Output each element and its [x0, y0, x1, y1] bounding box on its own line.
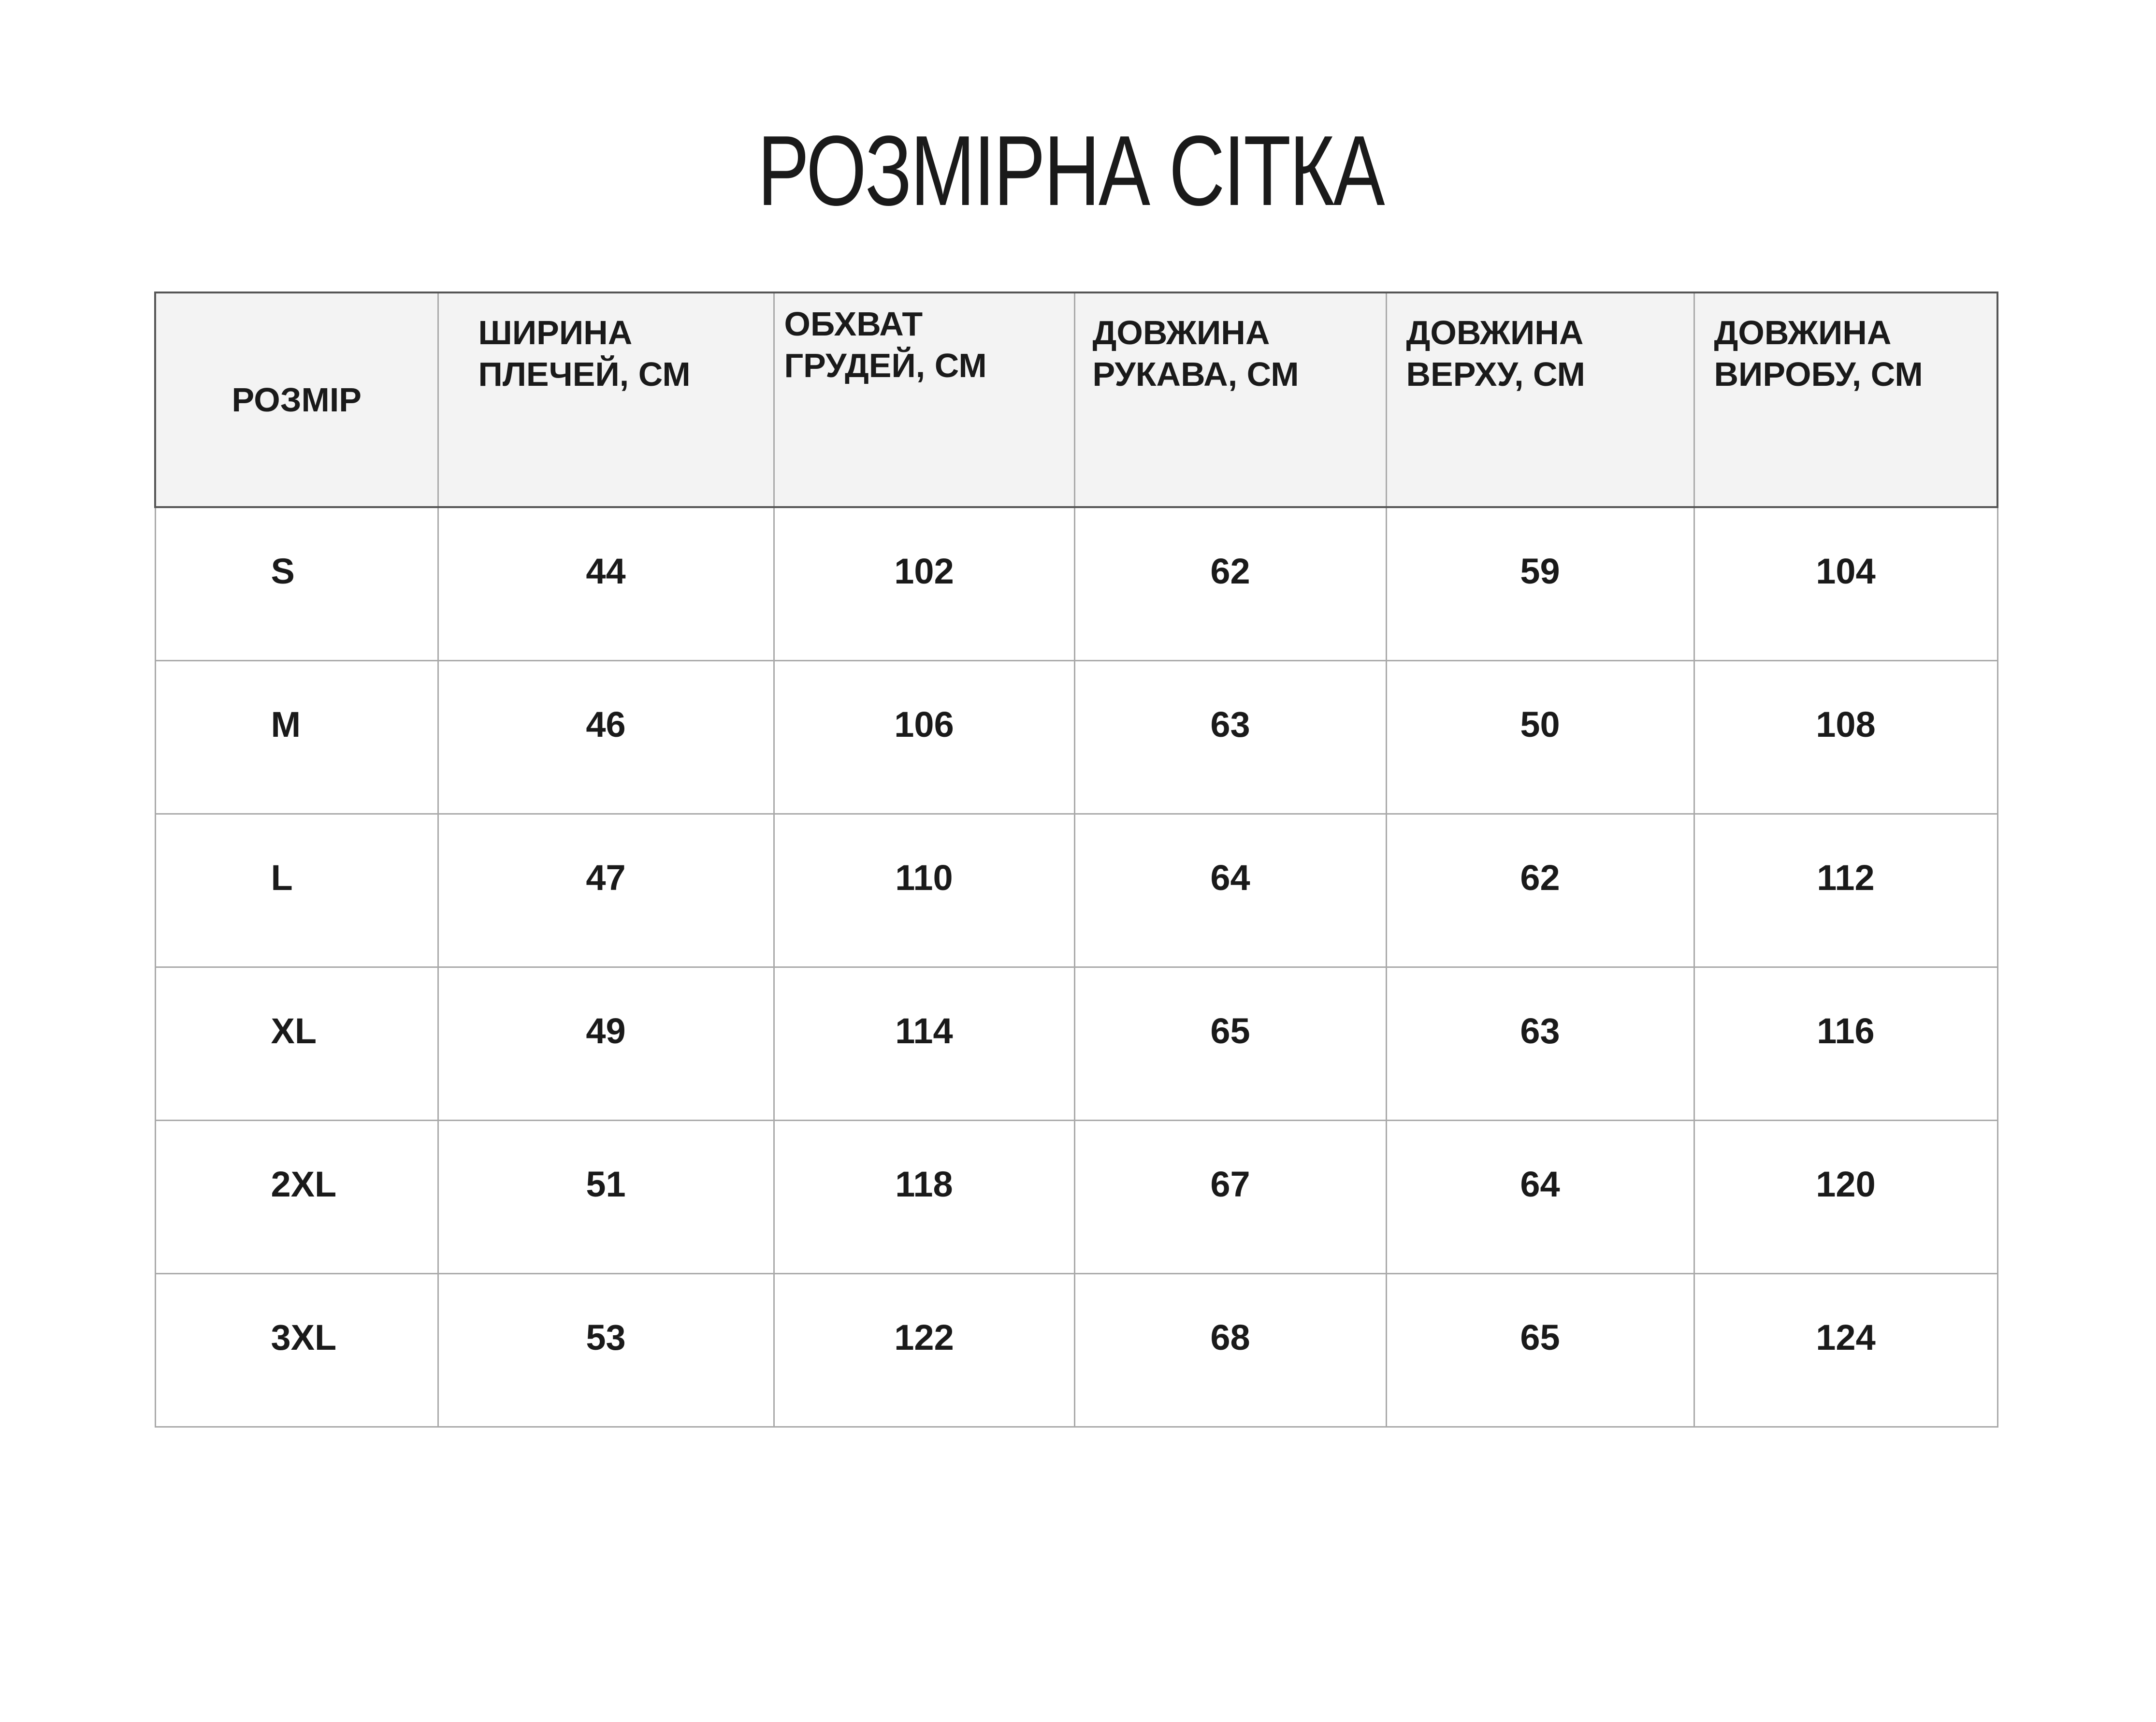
- table-row: [155, 660, 1997, 814]
- cell-chest-girth: 114: [774, 967, 1074, 1120]
- header-shoulder-width: [438, 292, 774, 507]
- cell-top-length: 65: [1386, 1273, 1694, 1427]
- table-body: [155, 507, 1997, 1427]
- cell-chest-girth: 118: [774, 1120, 1074, 1273]
- cell-shoulder-width: 44: [438, 507, 774, 660]
- cell-size: M: [155, 660, 438, 814]
- header-size-label: РОЗМІР: [232, 381, 362, 419]
- table-header: [155, 292, 1997, 507]
- table-row: [155, 507, 1997, 660]
- cell-garment-length: 108: [1694, 660, 1997, 814]
- cell-sleeve-length: 64: [1074, 814, 1386, 967]
- cell-sleeve-length: 65: [1074, 967, 1386, 1120]
- cell-size: L: [155, 814, 438, 967]
- size-chart-table: [154, 292, 1998, 1428]
- cell-sleeve-length: 67: [1074, 1120, 1386, 1273]
- cell-chest-girth: 110: [774, 814, 1074, 967]
- cell-garment-length: 104: [1694, 507, 1997, 660]
- cell-top-length: 63: [1386, 967, 1694, 1120]
- table-row: [155, 814, 1997, 967]
- cell-shoulder-width: 47: [438, 814, 774, 967]
- table-row: [155, 967, 1997, 1120]
- header-garment-length-line2: ВИРОБУ, СМ: [1714, 355, 1923, 393]
- cell-top-length: 64: [1386, 1120, 1694, 1273]
- cell-shoulder-width: 49: [438, 967, 774, 1120]
- cell-garment-length: 112: [1694, 814, 1997, 967]
- header-row: [155, 292, 1997, 507]
- cell-garment-length: 120: [1694, 1120, 1997, 1273]
- header-sleeve-length-line1: ДОВЖИНА: [1092, 314, 1270, 351]
- header-top-length-line2: ВЕРХУ, СМ: [1406, 355, 1585, 393]
- cell-shoulder-width: 51: [438, 1120, 774, 1273]
- cell-shoulder-width: 46: [438, 660, 774, 814]
- header-size: [155, 292, 438, 507]
- cell-top-length: 62: [1386, 814, 1694, 967]
- cell-chest-girth: 122: [774, 1273, 1074, 1427]
- header-sleeve-length: [1074, 292, 1386, 507]
- header-chest-girth-line2: ГРУДЕЙ, СМ: [784, 347, 987, 384]
- page-title: РОЗМІРНА СІТКА: [757, 115, 1384, 226]
- cell-size: 3XL: [155, 1273, 438, 1427]
- header-garment-length: [1694, 292, 1997, 507]
- header-sleeve-length-line2: РУКАВА, СМ: [1092, 355, 1299, 393]
- cell-size: S: [155, 507, 438, 660]
- cell-sleeve-length: 68: [1074, 1273, 1386, 1427]
- cell-top-length: 59: [1386, 507, 1694, 660]
- cell-top-length: 50: [1386, 660, 1694, 814]
- cell-sleeve-length: 63: [1074, 660, 1386, 814]
- header-shoulder-width-line1: ШИРИНА: [478, 314, 633, 351]
- cell-garment-length: 124: [1694, 1273, 1997, 1427]
- header-chest-girth-line1: ОБХВАТ: [784, 305, 923, 343]
- cell-chest-girth: 102: [774, 507, 1074, 660]
- cell-size: XL: [155, 967, 438, 1120]
- header-garment-length-line1: ДОВЖИНА: [1714, 314, 1892, 351]
- table-row: [155, 1273, 1997, 1427]
- header-shoulder-width-line2: ПЛЕЧЕЙ, СМ: [478, 355, 691, 393]
- cell-shoulder-width: 53: [438, 1273, 774, 1427]
- header-top-length: [1386, 292, 1694, 507]
- cell-chest-girth: 106: [774, 660, 1074, 814]
- cell-size: 2XL: [155, 1120, 438, 1273]
- header-chest-girth: [774, 292, 1074, 507]
- header-top-length-line1: ДОВЖИНА: [1406, 314, 1584, 351]
- cell-sleeve-length: 62: [1074, 507, 1386, 660]
- table-row: [155, 1120, 1997, 1273]
- cell-garment-length: 116: [1694, 967, 1997, 1120]
